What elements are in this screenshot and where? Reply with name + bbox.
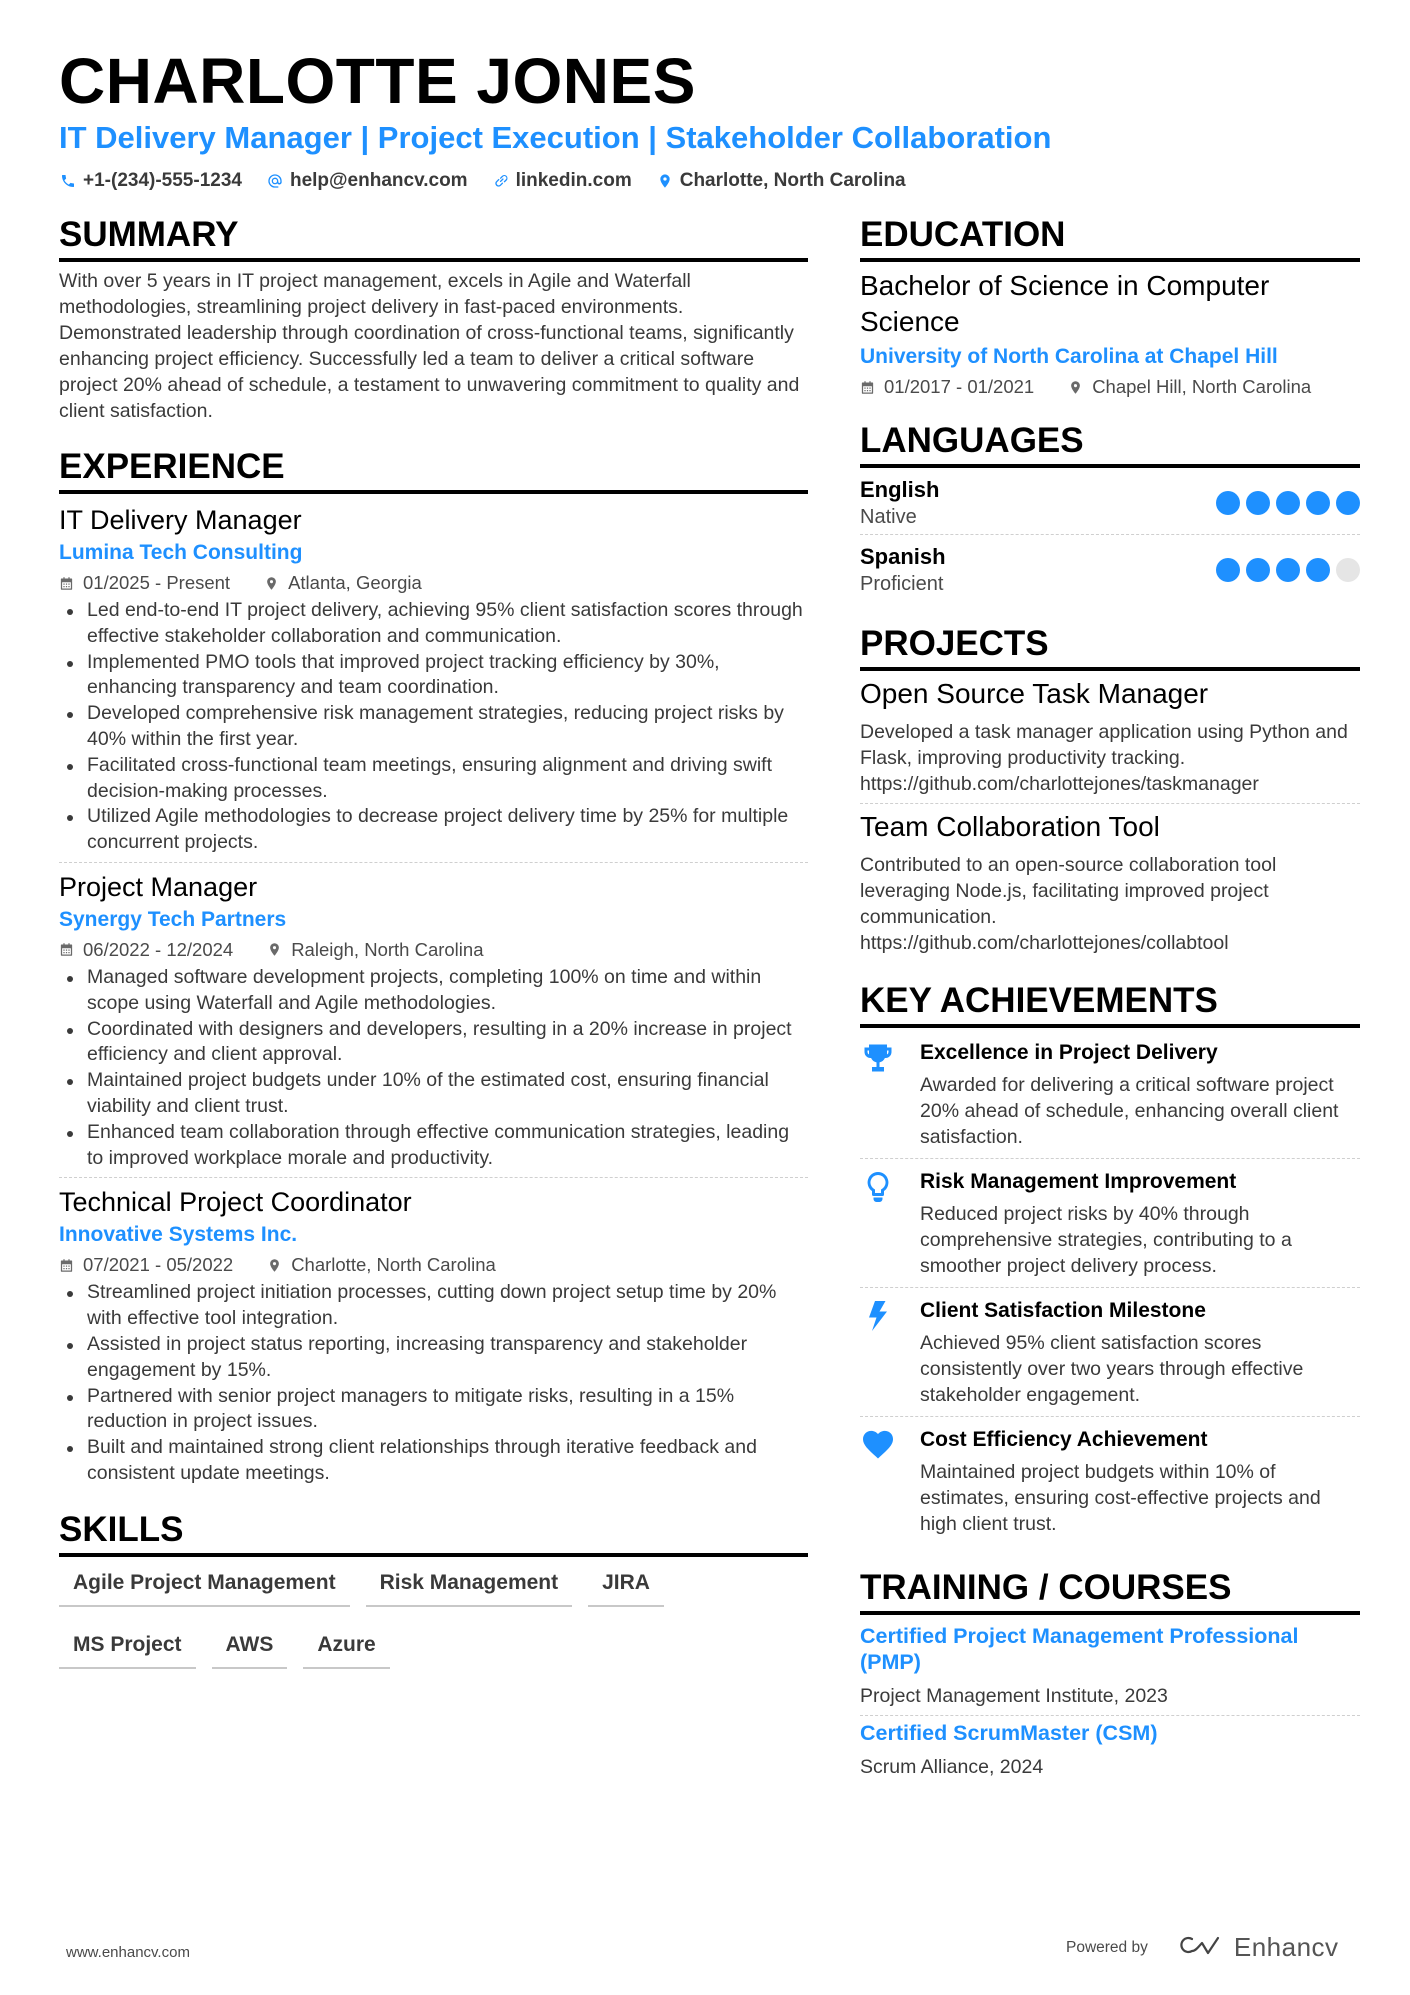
job-title: Project Manager [59, 871, 258, 902]
language-name: English [860, 477, 940, 502]
rating-dot-filled [1216, 558, 1240, 582]
project-description: Contributed to an open-source collaboration tool leveraging Node.js, facilitating improved project communication. [860, 854, 1277, 928]
skill-tag: Agile Project Management [59, 1569, 350, 1607]
job-meta [59, 937, 808, 963]
right-column [860, 214, 1360, 1804]
languages-section [860, 420, 1360, 601]
degree: Bachelor of Science in Computer Science [860, 270, 1270, 337]
job-bullet: Partnered with senior project managers to mitigate risks, resulting in a 15% reduction in project issues. [59, 1384, 808, 1436]
language-rating [1210, 558, 1360, 582]
job-bullet: Built and maintained strong client relationships through iterative feedback and consistent update meetings. [59, 1435, 808, 1487]
achievement-content [920, 1167, 1360, 1279]
achievement-item [860, 1417, 1360, 1545]
rating-dot-filled [1276, 491, 1300, 515]
skill-tag: AWS [212, 1631, 288, 1669]
contact-email-text: help@enhancv.com [289, 170, 468, 191]
language-level: Native [860, 506, 917, 528]
course-organization: Scrum Alliance, 2024 [860, 1756, 1044, 1778]
company-name[interactable]: Innovative Systems Inc. [59, 1223, 298, 1247]
calendar-icon [860, 380, 875, 395]
achievement-description: Awarded for delivering a critical software project 20% ahead of schedule, enhancing overall client satisfaction. [920, 1074, 1339, 1148]
education-dates [860, 374, 1034, 400]
rating-dot-filled [1306, 491, 1330, 515]
education-item [860, 262, 1360, 400]
achievement-content [920, 1296, 1360, 1408]
job-dates-text: 01/2025 - Present [83, 572, 231, 593]
achievement-title: Risk Management Improvement [920, 1170, 1237, 1193]
skill-tag: JIRA [588, 1569, 664, 1607]
candidate-name: CHARLOTTE JONES [59, 45, 696, 117]
job-location-text: Atlanta, Georgia [288, 572, 422, 593]
phone-icon [59, 172, 77, 190]
achievements-list [860, 1028, 1360, 1545]
job-location [267, 1252, 496, 1278]
rating-dot-empty [1336, 558, 1360, 582]
skill-tag: MS Project [59, 1631, 196, 1669]
section-title-summary: SUMMARY [59, 214, 808, 262]
job-bullet: Facilitated cross-functional team meetings, ensuring alignment and driving swift decision-making processes. [59, 753, 808, 805]
rating-dot-filled [1246, 491, 1270, 515]
education-meta [860, 374, 1360, 400]
project-description: Developed a task manager application using Python and Flask, improving productivity tracking. [860, 721, 1348, 769]
language-name: Spanish [860, 544, 946, 569]
at-icon [266, 172, 284, 190]
section-title-education: EDUCATION [860, 214, 1360, 262]
enhancv-logo-icon [1176, 1933, 1224, 1962]
left-column [59, 214, 808, 1711]
contact-location-text: Charlotte, North Carolina [679, 170, 906, 191]
candidate-headline: IT Delivery Manager | Project Execution | Stakeholder Collaboration [59, 120, 1052, 155]
section-title-skills: SKILLS [59, 1509, 808, 1557]
job-bullet: Enhanced team collaboration through effective communication strategies, leading to improved workplace morale and productivity. [59, 1120, 808, 1172]
location-pin-icon [267, 942, 282, 957]
location-pin-icon [267, 1258, 282, 1273]
achievement-description: Reduced project risks by 40% through comprehensive strategies, contributing to a smoother project delivery process. [920, 1203, 1292, 1277]
company-name[interactable]: Lumina Tech Consulting [59, 541, 303, 564]
project-item [860, 675, 1360, 804]
language-rating [1210, 491, 1360, 515]
achievement-title: Excellence in Project Delivery [920, 1041, 1218, 1064]
job-location-text: Raleigh, North Carolina [291, 938, 484, 960]
achievement-content [920, 1038, 1360, 1150]
contact-linkedin-text: linkedin.com [515, 170, 632, 191]
resume-header [59, 44, 1359, 192]
section-title-projects: PROJECTS [860, 623, 1360, 671]
experience-item [59, 1178, 808, 1492]
course-title[interactable]: Certified ScrumMaster (CSM) [860, 1721, 1158, 1745]
contact-linkedin[interactable] [492, 170, 632, 192]
summary-body [59, 262, 808, 424]
job-dates [59, 570, 230, 596]
skill-tag: Azure [303, 1631, 389, 1669]
projects-section [860, 623, 1360, 962]
achievement-title: Client Satisfaction Milestone [920, 1299, 1206, 1322]
summary-section [59, 214, 808, 424]
rating-dot-filled [1246, 558, 1270, 582]
school-name[interactable]: University of North Carolina at Chapel Hill [860, 345, 1278, 368]
section-title-languages: LANGUAGES [860, 420, 1360, 468]
achievements-section [860, 980, 1360, 1545]
contact-email[interactable] [266, 170, 468, 192]
contact-location [656, 170, 906, 192]
job-bullet: Streamlined project initiation processes, cutting down project setup time by 20% with effective tool integration. [59, 1280, 808, 1332]
language-level: Proficient [860, 573, 944, 595]
job-title: IT Delivery Manager [59, 505, 302, 535]
section-title-training: TRAINING / COURSES [860, 1567, 1360, 1615]
powered-by-label: Powered by [1066, 1938, 1148, 1956]
section-title-achievements: KEY ACHIEVEMENTS [860, 980, 1360, 1028]
job-bullet: Maintained project budgets under 10% of the estimated cost, ensuring financial viability and client trust. [59, 1068, 808, 1120]
education-dates-text: 01/2017 - 01/2021 [884, 376, 1035, 397]
language-item [860, 472, 1360, 535]
course-item [860, 1619, 1360, 1716]
skills-list [59, 1557, 808, 1693]
project-item [860, 808, 1360, 962]
job-location-text: Charlotte, North Carolina [291, 1254, 496, 1276]
job-bullet: Utilized Agile methodologies to decrease project delivery time by 25% for multiple concurrent projects. [59, 804, 808, 856]
job-bullet: Developed comprehensive risk management strategies, reducing project risks by 40% within the first year. [59, 701, 808, 753]
contact-phone[interactable] [59, 170, 242, 192]
experience-item [59, 863, 808, 1178]
job-bullets [59, 1280, 808, 1486]
achievement-title: Cost Efficiency Achievement [920, 1428, 1208, 1451]
rating-dot-filled [1336, 491, 1360, 515]
job-bullet: Coordinated with designers and developers, resulting in a 20% increase in project efficiency and client approval. [59, 1017, 808, 1069]
section-title-experience: EXPERIENCE [59, 446, 808, 494]
location-pin-icon [1068, 380, 1083, 395]
rating-dot-filled [1306, 558, 1330, 582]
job-location [264, 570, 422, 596]
achievement-content [920, 1425, 1360, 1537]
rating-dot-filled [1216, 491, 1240, 515]
training-list [860, 1615, 1360, 1786]
job-bullets [59, 965, 808, 1171]
job-location [267, 937, 483, 963]
job-bullet: Managed software development projects, completing 100% on time and within scope using Waterfall and Agile methodologies. [59, 965, 808, 1017]
achievement-description: Achieved 95% client satisfaction scores consistently over two years through effective stakeholder engagement. [920, 1332, 1304, 1406]
education-location-text: Chapel Hill, North Carolina [1092, 376, 1312, 397]
course-title[interactable]: Certified Project Management Professional (PMP) [860, 1624, 1299, 1674]
job-bullet: Led end-to-end IT project delivery, achieving 95% client satisfaction scores through effective stakeholder collaboration and communication. [59, 598, 808, 650]
footer-website[interactable]: www.enhancv.com [66, 1944, 190, 1961]
company-name[interactable]: Synergy Tech Partners [59, 907, 287, 931]
footer-branding [1066, 1932, 1339, 1963]
project-url[interactable]: https://github.com/charlottejones/collabtool [860, 932, 1229, 954]
languages-list [860, 468, 1360, 601]
link-icon [492, 172, 510, 190]
achievement-item [860, 1159, 1360, 1288]
calendar-icon [59, 576, 74, 591]
projects-list [860, 671, 1360, 962]
experience-section [59, 446, 808, 1493]
rating-dot-filled [1276, 558, 1300, 582]
job-bullet: Assisted in project status reporting, increasing transparency and stakeholder engagement by 15%. [59, 1332, 808, 1384]
project-url[interactable]: https://github.com/charlottejones/taskmanager [860, 773, 1259, 795]
project-title: Team Collaboration Tool [860, 811, 1160, 842]
achievement-item [860, 1030, 1360, 1159]
job-dates-text: 07/2021 - 05/2022 [83, 1254, 234, 1276]
language-text [860, 543, 946, 597]
job-bullet: Implemented PMO tools that improved project tracking efficiency by 30%, enhancing transparency and team coordination. [59, 650, 808, 702]
location-pin-icon [264, 576, 279, 591]
skill-tag: Risk Management [366, 1569, 573, 1607]
education-section [860, 214, 1360, 400]
language-item [860, 535, 1360, 601]
summary-text: With over 5 years in IT project management, excels in Agile and Waterfall methodologies, streamlining project delivery in fast-paced environments. Demonstrated leadership through coordination of cross-functional teams, significantly enhancing project efficiency. Successfully led a team to deliver a critical software project 20% ahead of schedule, a testament to unwavering commitment to quality and client satisfaction. [59, 270, 800, 422]
experience-item [59, 496, 808, 863]
language-text [860, 476, 939, 530]
job-meta [59, 570, 808, 596]
contact-row [59, 170, 1359, 192]
location-pin-icon [656, 172, 674, 190]
achievement-item [860, 1288, 1360, 1417]
enhancv-brand-name: Enhancv [1233, 1932, 1339, 1962]
skills-section [59, 1509, 808, 1693]
education-location [1068, 374, 1311, 400]
calendar-icon [59, 1258, 74, 1273]
job-bullets [59, 598, 808, 856]
course-organization: Project Management Institute, 2023 [860, 1685, 1168, 1707]
project-title: Open Source Task Manager [860, 678, 1209, 709]
experience-list [59, 494, 808, 1493]
job-dates-text: 06/2022 - 12/2024 [83, 938, 234, 960]
trophy-icon [860, 1038, 920, 1150]
course-item [860, 1716, 1360, 1786]
heart-icon [860, 1425, 920, 1537]
training-section [860, 1567, 1360, 1786]
lightning-bolt-icon [860, 1296, 920, 1408]
job-meta [59, 1252, 808, 1278]
job-title: Technical Project Coordinator [59, 1187, 412, 1218]
job-dates [59, 937, 233, 963]
calendar-icon [59, 942, 74, 957]
lightbulb-icon [860, 1167, 920, 1279]
job-dates [59, 1252, 233, 1278]
contact-phone-text: +1-(234)-555-1234 [83, 170, 242, 191]
achievement-description: Maintained project budgets within 10% of estimates, ensuring cost-effective projects and high client trust. [920, 1461, 1321, 1535]
